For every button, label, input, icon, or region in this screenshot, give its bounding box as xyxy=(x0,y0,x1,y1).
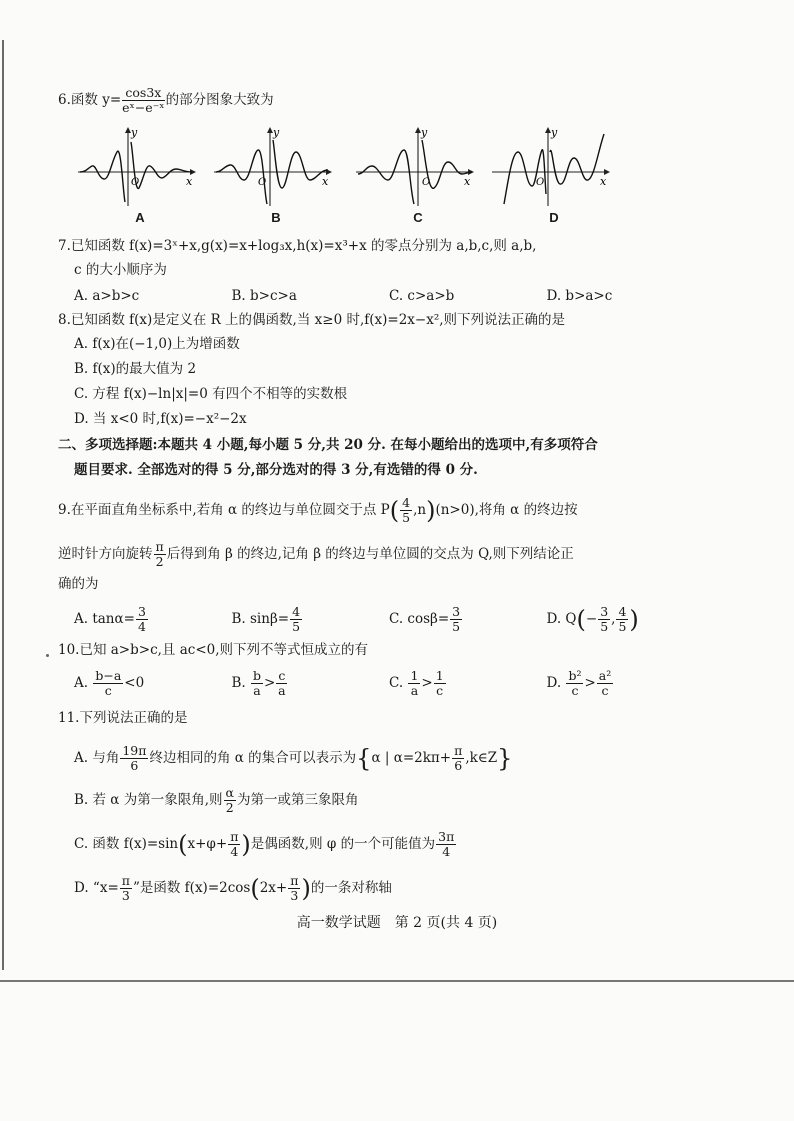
graph-a-y: y xyxy=(131,126,138,139)
q11-c-inum: π xyxy=(230,829,239,844)
q9-b-num: 4 xyxy=(292,603,301,619)
q6-prefix: 6.函数 xyxy=(58,92,98,108)
q11-d-den: 3 xyxy=(121,888,130,903)
q11-a-set-frac xyxy=(452,744,464,773)
q10-option-d xyxy=(547,669,705,698)
q9-a-num: 3 xyxy=(137,603,146,619)
q11-option-c xyxy=(74,830,457,859)
graph-a xyxy=(76,122,204,226)
q9-option-c xyxy=(389,605,547,634)
q9-a-label: A. tanα= xyxy=(74,610,135,627)
q7-options xyxy=(74,286,704,306)
q10-a-den: c xyxy=(104,682,112,698)
q11-option-b xyxy=(74,786,358,815)
q9-b-label: B. sinβ= xyxy=(231,610,290,627)
q10-d-frac2 xyxy=(597,669,613,698)
q9-d-frac2 xyxy=(616,605,628,634)
q7-option-c: C. c>a>b xyxy=(389,288,455,304)
q11-stem: 11.下列说法正确的是 xyxy=(58,710,188,726)
graph-b-label: B xyxy=(271,210,281,225)
graph-b-y: y xyxy=(273,126,280,139)
q11-c-frac xyxy=(436,830,456,859)
q6-numerator: cos3x xyxy=(122,86,164,101)
scan-rule xyxy=(0,980,794,982)
q9-options xyxy=(74,602,704,636)
q10-b-op: > xyxy=(264,674,276,691)
q11-c-num: 3π xyxy=(438,829,455,844)
q10-c-frac2 xyxy=(434,669,446,698)
q11-d-num: π xyxy=(121,873,130,888)
q8-option-c: C. 方程 f(x)−ln|x|=0 有四个不相等的实数根 xyxy=(74,386,348,402)
q11-a-brace-open: { xyxy=(356,744,372,773)
q11-a-sden: 6 xyxy=(454,758,463,773)
graph-b-svg xyxy=(212,122,340,208)
q11-b-post: 为第一或第三象限角 xyxy=(236,792,359,808)
graph-a-label: A xyxy=(135,210,145,225)
q10-b-frac1 xyxy=(251,669,263,698)
q9-d-open: ( xyxy=(576,605,586,633)
q11-c-inner: x+φ+ xyxy=(187,836,228,852)
q8-option-d: D. 当 x<0 时,f(x)=−x²−2x xyxy=(74,411,247,427)
q10-option-a xyxy=(74,669,232,698)
q9-line1-b: (n>0),将角 α 的终边按 xyxy=(435,502,578,518)
q10-a-label: A. xyxy=(74,674,89,691)
q11-c-den: 4 xyxy=(442,844,451,859)
q10-a-tail: <0 xyxy=(124,674,145,691)
q10-b-den2: a xyxy=(278,682,286,698)
q9-c-den: 5 xyxy=(452,618,461,634)
q11-c-pre: C. 函数 f(x)=sin xyxy=(74,836,179,852)
q11-option-a xyxy=(74,744,512,773)
q9-a-frac xyxy=(136,605,148,634)
q11-c-mid: 是偶函数,则 φ 的一个可能值为 xyxy=(250,836,436,852)
graph-b-x: x xyxy=(322,175,329,188)
q9-d-close: ) xyxy=(629,605,639,633)
q11-b-frac xyxy=(224,786,236,815)
q10-d-den2: c xyxy=(601,682,609,698)
scan-edge xyxy=(2,40,4,970)
q10-b-num1: b xyxy=(253,667,262,683)
q6-graphs xyxy=(76,122,616,226)
graph-d-x: x xyxy=(600,175,607,188)
q10-b-label: B. xyxy=(231,674,246,691)
graph-a-origin: O xyxy=(131,177,140,188)
q11-a-set-a: α | α=2kπ+ xyxy=(371,750,452,766)
q11-a-mid: 终边相同的角 α 的集合可以表示为 xyxy=(149,750,357,766)
q11-a-set-b: ,k∈Z xyxy=(465,750,498,766)
q6-y: y= xyxy=(102,92,122,108)
q9-line1-a: 9.在平面直角坐标系中,若角 α 的终边与单位圆交于点 P xyxy=(58,502,390,518)
q11-b-pre: B. 若 α 为第一象限角,则 xyxy=(74,792,223,808)
q9-d-frac1 xyxy=(598,605,610,634)
q10-c-den1: a xyxy=(410,682,419,698)
graph-d-label: D xyxy=(549,210,559,225)
q11-d-close: ) xyxy=(301,874,311,903)
graph-a-svg xyxy=(76,122,204,208)
q11-b-den: 2 xyxy=(225,800,234,815)
section2-heading: 二、多项选择题:本题共 4 小题,每小题 5 分,共 20 分. 在每小题给出的选项中,有多项符合 xyxy=(58,437,598,453)
q7-option-b: B. b>c>a xyxy=(231,288,297,304)
q6-denominator: eˣ−e⁻ˣ xyxy=(122,100,165,115)
graph-d xyxy=(490,122,618,226)
q11-c-close: ) xyxy=(241,830,251,859)
graph-a-x: x xyxy=(186,175,193,188)
q11-b-num: α xyxy=(225,785,234,800)
q9-c-label: C. cosβ= xyxy=(389,610,450,627)
graph-c-svg xyxy=(354,122,482,208)
q6-stem xyxy=(58,86,274,115)
q9-b-den: 5 xyxy=(292,618,301,634)
graph-d-y: y xyxy=(551,126,558,139)
q6-fraction xyxy=(122,86,164,115)
q9-d-den1: 5 xyxy=(600,618,609,634)
q9-b-frac xyxy=(290,605,302,634)
q9-c-num: 3 xyxy=(452,603,461,619)
q11-d-frac xyxy=(120,874,132,903)
q9-line1 xyxy=(58,496,578,525)
q9-paren-close: ) xyxy=(426,496,436,525)
q10-b-frac2 xyxy=(276,669,287,698)
q8-stem: 8.已知函数 f(x)是定义在 R 上的偶函数,当 x≥0 时,f(x)=2x−x²,则下列说法正确的是 xyxy=(58,312,566,328)
q10-d-den1: c xyxy=(571,682,579,698)
q9-c-frac xyxy=(450,605,462,634)
q7-line2: c 的大小顺序为 xyxy=(74,262,167,278)
q9-rot-den: 2 xyxy=(155,554,164,569)
q7-option-d: D. b>a>c xyxy=(546,288,613,304)
q10-option-b xyxy=(232,669,390,698)
graph-c xyxy=(354,122,482,226)
q7-option-a: A. a>b>c xyxy=(74,288,140,304)
q10-d-label: D. xyxy=(546,674,562,691)
q11-a-snum: π xyxy=(454,743,463,758)
q11-d-inner: 2x+ xyxy=(259,880,288,896)
q7-line1: 7.已知函数 f(x)=3ˣ+x,g(x)=x+log₃x,h(x)=x³+x 的零点分别为 a,b,c,则 a,b, xyxy=(58,238,537,254)
graph-b xyxy=(212,122,340,226)
q9-rot-num: π xyxy=(155,539,164,554)
q10-c-num1: 1 xyxy=(410,667,419,683)
q11-c-open: ( xyxy=(178,830,188,859)
q9-option-b xyxy=(232,605,390,634)
q9-line2-a: 逆时针方向旋转 xyxy=(58,546,153,562)
q8-option-a: A. f(x)在(−1,0)上为增函数 xyxy=(74,336,240,352)
q10-d-num1: b² xyxy=(568,667,582,683)
q10-b-num2: c xyxy=(278,667,286,683)
graph-b-origin: O xyxy=(258,177,267,188)
q9-d-num1: 3 xyxy=(600,603,609,619)
q11-d-open: ( xyxy=(250,874,260,903)
q8-option-b: B. f(x)的最大值为 2 xyxy=(74,361,197,377)
q10-options xyxy=(74,666,704,700)
q10-c-num2: 1 xyxy=(435,667,444,683)
q9-option-d: D. Q(− $\frac{3}{5}$ , $\frac{4}{5}$ ) xyxy=(546,603,639,634)
q10-a-frac xyxy=(93,669,123,698)
q10-d-frac1 xyxy=(566,669,583,698)
q9-d-num2: 4 xyxy=(618,603,627,619)
q9-d-label: D. Q xyxy=(546,610,577,627)
graph-c-label: C xyxy=(413,210,423,225)
q10-option-c xyxy=(389,669,547,698)
q9-d-den2: 5 xyxy=(618,618,627,634)
q9-p-rest: ,n xyxy=(413,502,427,518)
scan-speck xyxy=(46,654,49,657)
q6-suffix: 的部分图象大致为 xyxy=(165,92,274,108)
q11-a-brace-close: } xyxy=(497,744,513,773)
q10-d-num2: a² xyxy=(598,667,612,683)
q11-option-d xyxy=(74,874,392,903)
q10-c-frac1 xyxy=(408,669,420,698)
q10-d-op: > xyxy=(584,674,596,691)
graph-d-svg xyxy=(490,122,618,208)
section2-heading-line2: 题目要求. 全部选对的得 5 分,部分选对的得 3 分,有选错的得 0 分. xyxy=(74,462,478,478)
q9-a-den: 4 xyxy=(137,618,146,634)
q11-c-ifrac xyxy=(228,830,240,859)
q9-paren-open: ( xyxy=(389,496,400,525)
q11-d-iden: 3 xyxy=(290,888,299,903)
q10-c-den2: c xyxy=(436,682,444,698)
q10-stem: 10.已知 a>b>c,且 ac<0,则下列不等式恒成立的有 xyxy=(58,642,369,658)
q11-c-iden: 4 xyxy=(230,844,239,859)
graph-c-y: y xyxy=(421,126,428,139)
q9-p-den: 5 xyxy=(402,510,411,525)
q9-line3: 确的为 xyxy=(58,576,99,592)
q11-d-ifrac xyxy=(288,874,300,903)
q11-d-pre: D. “x= xyxy=(74,880,119,896)
q11-d-inum: π xyxy=(290,873,299,888)
q9-line2-b: 后得到角 β 的终边,记角 β 的终边与单位圆的交点为 Q,则下列结论正 xyxy=(166,546,574,562)
q11-a-pre: A. 与角 xyxy=(74,750,120,766)
graph-d-origin: O xyxy=(536,177,545,188)
q9-p-fraction xyxy=(400,496,412,525)
page-footer: 高一数学试题 第 2 页(共 4 页) xyxy=(296,915,498,931)
q11-a-num: 19π xyxy=(122,743,147,758)
q10-b-den1: a xyxy=(253,682,261,698)
q11-d-mid: ”是函数 f(x)=2cos xyxy=(132,880,251,896)
q10-a-num: b−a xyxy=(95,667,122,683)
q10-c-op: > xyxy=(421,674,433,691)
q9-p-num: 4 xyxy=(402,495,411,510)
q11-d-post: 的一条对称轴 xyxy=(310,880,392,896)
graph-c-x: x xyxy=(464,175,471,188)
q11-a-frac xyxy=(120,744,148,773)
q9-line2 xyxy=(58,540,574,569)
q11-a-den: 6 xyxy=(130,758,139,773)
q9-rot-fraction xyxy=(154,540,166,569)
q10-c-label: C. xyxy=(389,674,404,691)
q9-option-a xyxy=(74,605,232,634)
graph-c-origin: O xyxy=(422,177,431,188)
